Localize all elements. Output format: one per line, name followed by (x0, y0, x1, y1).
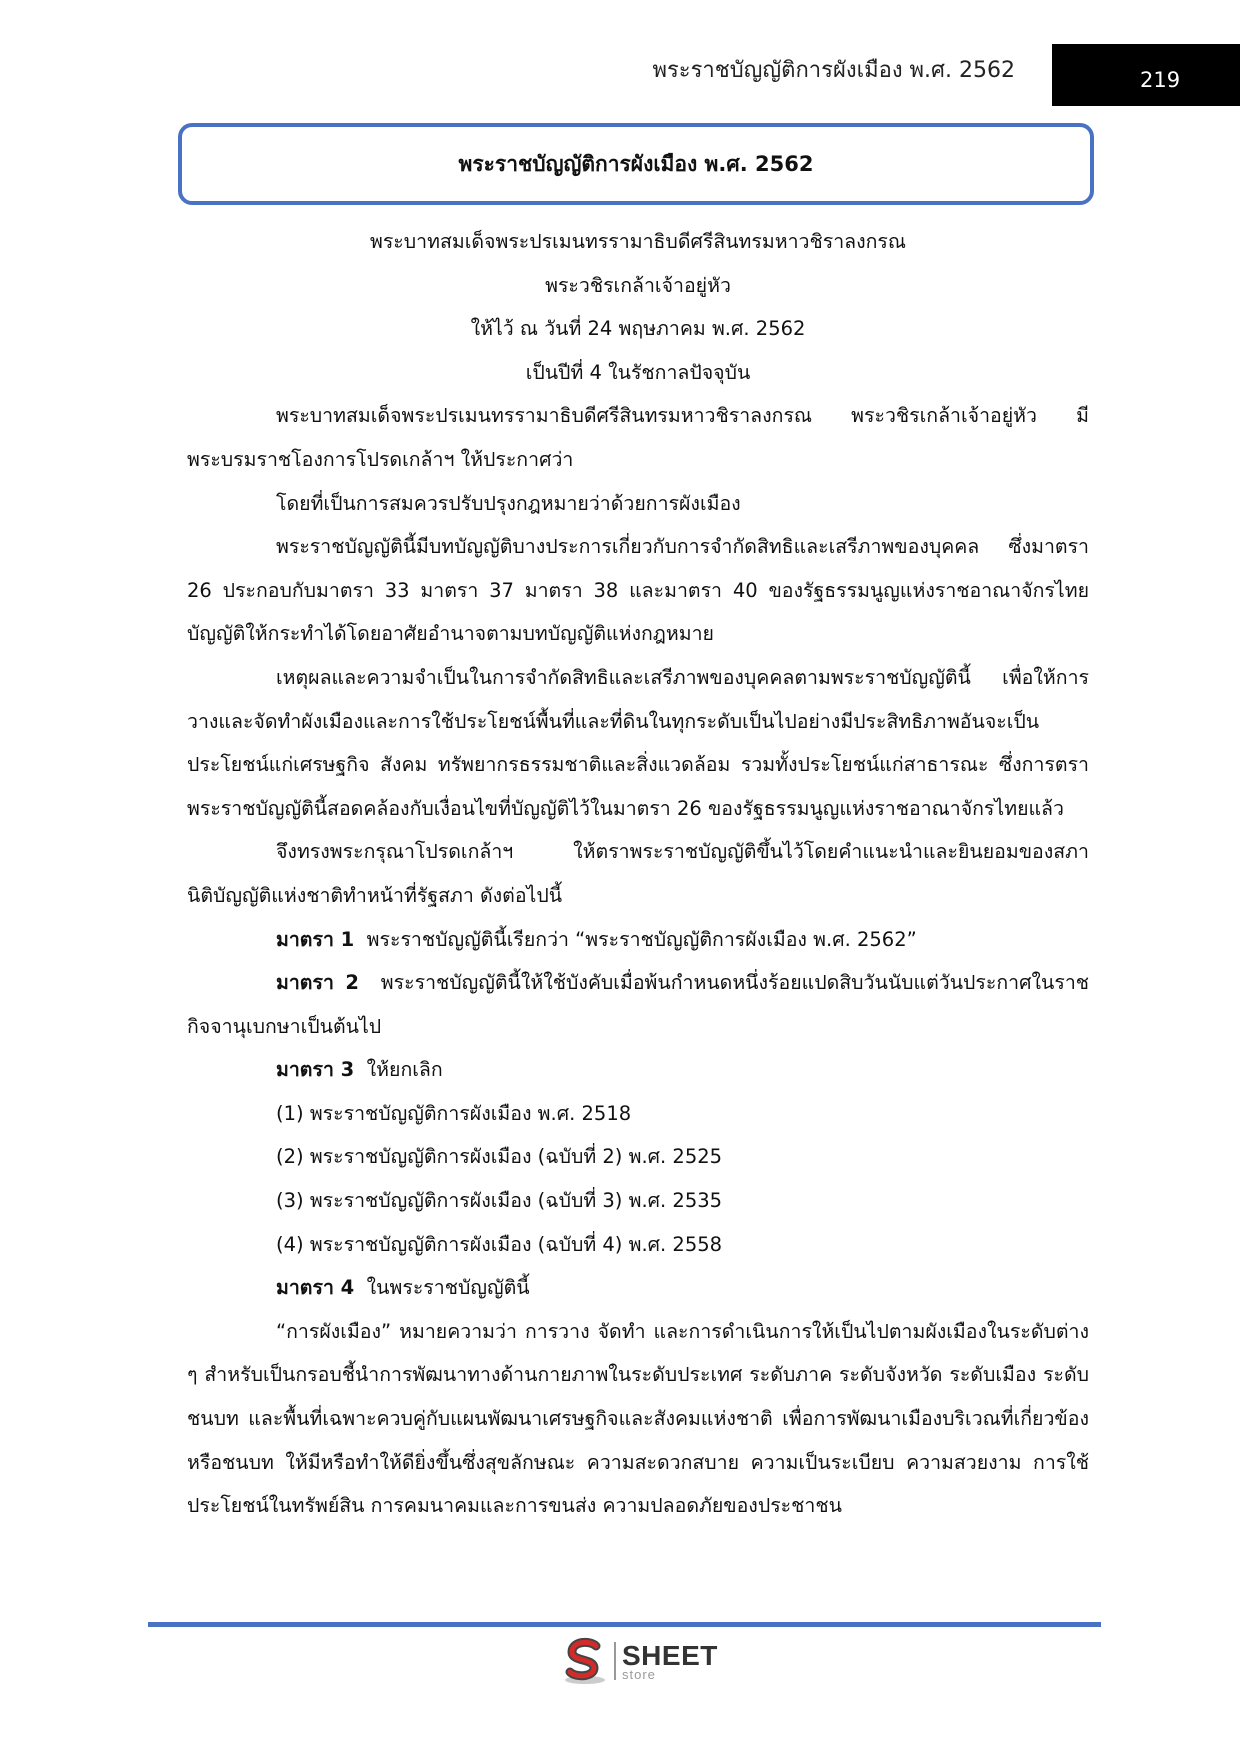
section-text: พระราชบัญญัตินี้เรียกว่า “พระราชบัญญัติการผังเมือง พ.ศ. 2562” (366, 927, 917, 951)
section-label: มาตรา 3 (276, 1058, 355, 1082)
logo-subtext: store (622, 1666, 656, 1682)
preamble-line: พระวชิรเกล้าเจ้าอยู่หัว (545, 273, 731, 297)
repeal-item: (3) พระราชบัญญัติการผังเมือง (ฉบับที่ 3) พ.ศ. 2535 (276, 1189, 723, 1213)
section-text: ในพระราชบัญญัตินี้ (366, 1276, 530, 1300)
title-box (178, 123, 1094, 205)
section-4 (187, 1266, 1089, 1310)
section-text: ให้ยกเลิก (366, 1058, 443, 1082)
logo-text: SHEET (622, 1639, 718, 1671)
preamble-line: ให้ไว้ ณ วันที่ 24 พฤษภาคม พ.ศ. 2562 (470, 317, 806, 341)
paragraph: โดยที่เป็นการสมควรปรับปรุงกฎหมายว่าด้วยการผังเมือง (276, 491, 741, 515)
document-title: พระราชบัญญัติการผังเมือง พ.ศ. 2562 (458, 151, 814, 176)
section-label: มาตรา 1 (276, 927, 355, 951)
paragraph: เหตุผลและความจำเป็นในการจำกัดสิทธิและเสรีภาพของบุคคลตามพระราชบัญญัตินี้ เพื่อให้การวางและจัดทำผังเมืองและการใช้ประโยชน์พื้นที่และที่ดินในทุกระดับเป็นไปอย่างมีประสิทธิภาพอันจะเป็นประโยชน์แก่เศรษฐกิจ สังคม ทรัพยากรธรรมชาติและสิ่งแวดล้อม รวมทั้งประโยชน์แก่สาธารณะ ซึ่งการตราพระราชบัญญัตินี้สอดคล้องกับเงื่อนไขที่บัญญัติไว้ในมาตรา 26 ของรัฐธรรมนูญแห่งราชอาณาจักรไทยแล้ว (187, 665, 1089, 820)
repeal-item: (2) พระราชบัญญัติการผังเมือง (ฉบับที่ 2) พ.ศ. 2525 (276, 1145, 723, 1169)
running-header-title: พระราชบัญญัติการผังเมือง พ.ศ. 2562 (652, 58, 1015, 83)
section-label: มาตรา 4 (276, 1276, 355, 1300)
preamble-line: พระบาทสมเด็จพระปรเมนทรรามาธิบดีศรีสินทรมหาวชิราลงกรณ (369, 230, 906, 253)
sheet-store-logo (560, 1636, 718, 1686)
footer-divider (148, 1622, 1101, 1627)
document-body (187, 220, 1089, 1528)
section-1 (187, 918, 1089, 962)
section-2 (187, 961, 1089, 1048)
sheet-s-logo-icon (560, 1636, 610, 1686)
section-3 (187, 1048, 1089, 1092)
preamble-line: เป็นปีที่ 4 ในรัชกาลปัจจุบัน (525, 360, 751, 384)
paragraph: จึงทรงพระกรุณาโปรดเกล้าฯ ให้ตราพระราชบัญญัติขึ้นไว้โดยคำแนะนำและยินยอมของสภานิติบัญญัติแห่งชาติทำหน้าที่รัฐสภา ดังต่อไปนี้ (187, 840, 1089, 907)
repeal-item: (4) พระราชบัญญัติการผังเมือง (ฉบับที่ 4) พ.ศ. 2558 (276, 1232, 723, 1256)
section-label: มาตรา 2 (276, 971, 359, 995)
section-text: พระราชบัญญัตินี้ให้ใช้บังคับเมื่อพ้นกำหนดหนึ่งร้อยแปดสิบวันนับแต่วันประกาศในราชกิจจานุเบกษาเป็นต้นไป (187, 971, 1090, 1038)
page-number: 219 (1140, 68, 1181, 92)
repeal-item: (1) พระราชบัญญัติการผังเมือง พ.ศ. 2518 (276, 1101, 632, 1125)
definition-paragraph: “การผังเมือง” หมายความว่า การวาง จัดทำ และการดำเนินการให้เป็นไปตามผังเมืองในระดับต่าง ๆ สำหรับเป็นกรอบชี้นำการพัฒนาทางด้านกายภาพในระดับประเทศ ระดับภาค ระดับจังหวัด ระดับเมือง ระดับชนบท และพื้นที่เฉพาะควบคู่กับแผนพัฒนาเศรษฐกิจและสังคมแห่งชาติ เพื่อการพัฒนาเมืองบริเวณที่เกี่ยวข้อง หรือชนบท ให้มีหรือทำให้ดียิ่งขึ้นซึ่งสุขลักษณะ ความสะดวกสบาย ความเป็นระเบียบ ความสวยงาม การใช้ประโยชน์ในทรัพย์สิน การคมนาคมและการขนส่ง ความปลอดภัยของประชาชน (187, 1319, 1089, 1518)
logo-separator (614, 1642, 616, 1680)
logo-wordmark (622, 1639, 718, 1682)
paragraph: พระบาทสมเด็จพระปรเมนทรรามาธิบดีศรีสินทรมหาวชิราลงกรณ พระวชิรเกล้าเจ้าอยู่หัว มีพระบรมราชโองการโปรดเกล้าฯ ให้ประกาศว่า (187, 404, 1089, 471)
paragraph: พระราชบัญญัตินี้มีบทบัญญัติบางประการเกี่ยวกับการจำกัดสิทธิและเสรีภาพของบุคคล ซึ่งมาตรา 26 ประกอบกับมาตรา 33 มาตรา 37 มาตรา 38 และมาตรา 40 ของรัฐธรรมนูญแห่งราชอาณาจักรไทย บัญญัติให้กระทำได้โดยอาศัยอำนาจตามบทบัญญัติแห่งกฎหมาย (187, 535, 1089, 646)
